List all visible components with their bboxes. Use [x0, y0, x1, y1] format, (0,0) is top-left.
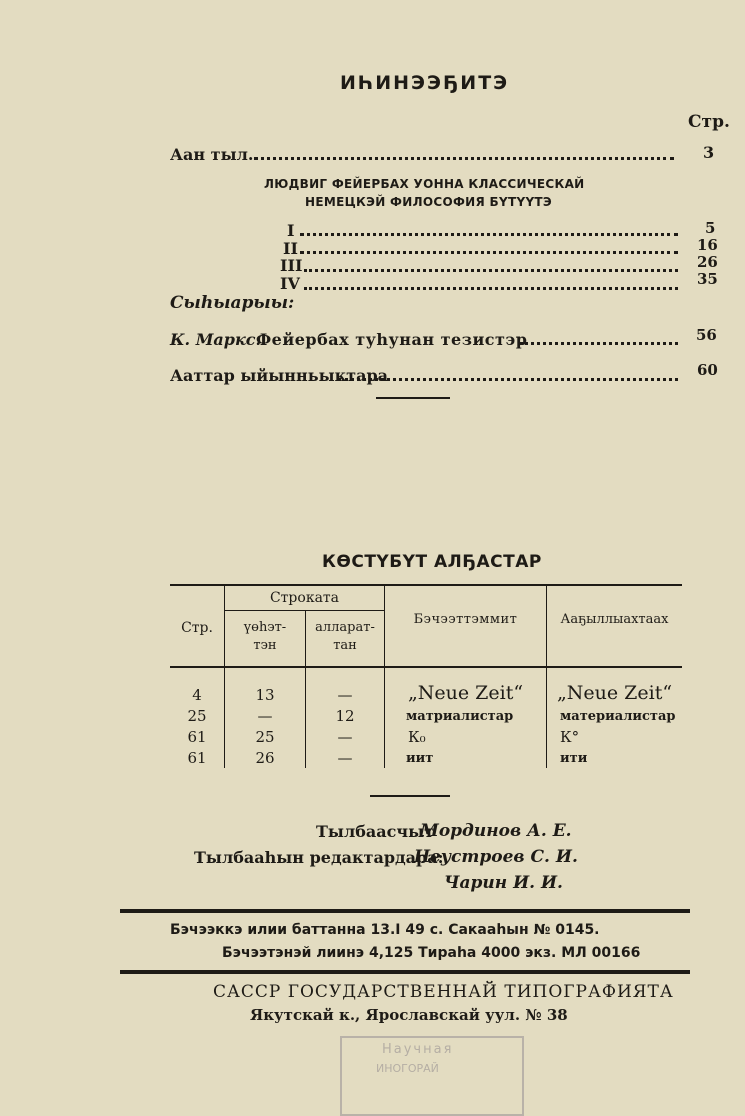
errata-row-1-page: 4: [192, 686, 202, 704]
errata-row-1-bottom: —: [337, 686, 353, 704]
errata-row-3-page: 61: [187, 728, 207, 746]
toc-chapter-3-page: 26: [697, 253, 718, 271]
printer-name: САССР ГОСУДАРСТВЕННАЙ ТИПОГРАФИЯТА: [213, 982, 674, 1002]
errata-header-from-bottom-2: тан: [333, 638, 357, 653]
toc-leader-dots: [254, 157, 674, 160]
imprint-top-rule: [120, 909, 690, 913]
editor-1-name: Неустроев С. И.: [414, 847, 578, 867]
toc-chapter-1-page: 5: [705, 219, 716, 237]
toc-leader-dots: [304, 287, 678, 290]
toc-notes-label: Ааттар ыйынньыктара: [170, 366, 389, 385]
errata-row-4-top: 26: [255, 749, 275, 767]
errata-row-4-printed: иит: [406, 751, 434, 766]
imprint-line-1: Бэчээккэ илии баттанна 13.I 49 с. Сакааһын № 0145.: [170, 922, 600, 938]
errata-row-2-correct: материалистар: [560, 709, 676, 724]
editor-2-name: Чарин И. И.: [444, 873, 563, 893]
toc-chapter-4-label: IV: [280, 274, 300, 293]
errata-header-from-top-2: тэн: [253, 638, 277, 653]
errata-row-1-printed: „Neue Zeit“: [407, 682, 524, 704]
library-stamp: [340, 1036, 524, 1116]
errata-row-4-bottom: —: [337, 749, 353, 767]
toc-chapter-2-page: 16: [697, 236, 718, 254]
toc-leader-dots: [300, 233, 678, 236]
errata-header-page: Стр.: [181, 620, 213, 636]
errata-row-2-page: 25: [187, 707, 207, 725]
errata-row-4-correct: ити: [560, 751, 588, 766]
errata-row-2-printed: матриалистар: [406, 709, 514, 724]
toc-leader-dots: [300, 251, 678, 254]
errata-row-4-page: 61: [187, 749, 207, 767]
errata-row-2-bottom: 12: [335, 707, 355, 725]
errata-header-from-top-1: үөһэт-: [243, 620, 287, 635]
toc-chapter-2-label: II: [283, 239, 298, 258]
errata-header-rule: [170, 666, 682, 668]
toc-section-heading-line1: ЛЮДВИГ ФЕЙЕРБАХ УОННА КЛАССИЧЕСКАЙ: [264, 177, 585, 191]
editors-label: Тылбааһын редактардара:: [194, 848, 444, 867]
errata-title: КӨСТҮБҮТ АЛҔАСТАР: [322, 552, 542, 572]
errata-header-from-bottom-1: алларат-: [315, 620, 375, 635]
toc-marx-title: Фейербах туһунан тезистэр: [256, 330, 528, 349]
toc-chapter-3-label: III: [280, 256, 303, 275]
toc-marx-page: 56: [696, 326, 717, 344]
toc-page-column-label: Стр.: [688, 112, 730, 132]
errata-row-3-top: 25: [255, 728, 275, 746]
errata-row-2-top: —: [257, 707, 273, 725]
errata-header-correct: Ааҕыллыахтаах: [560, 612, 669, 627]
errata-row-3-correct: К°: [560, 728, 580, 746]
errata-row-3-printed: К₀: [408, 728, 426, 746]
printer-address: Якутскай к., Ярославскай уул. № 38: [250, 1006, 568, 1024]
toc-section-heading-line2: НЕМЕЦКЭЙ ФИЛОСОФИЯ БҮТҮҮТЭ: [305, 195, 553, 209]
errata-header-lines: Строката: [269, 590, 340, 606]
translator-name: Мординов А. Е.: [420, 821, 572, 841]
toc-appendix-heading: Сыһыарыы:: [170, 293, 295, 313]
imprint-line-2: Бэчээтэнэй лиинэ 4,125 Тираһа 4000 экз. МЛ 00166: [222, 945, 641, 961]
toc-end-rule: [376, 397, 450, 399]
toc-notes-page: 60: [697, 361, 718, 379]
toc-leader-dots: [338, 378, 678, 381]
stamp-word-1: Научная: [382, 1042, 454, 1057]
toc-preface-page: 3: [703, 143, 715, 162]
toc-preface-label: Аан тыл.: [170, 145, 254, 164]
toc-marx-author: К. Маркс.: [170, 330, 262, 349]
toc-title: ИҺИНЭЭҔИТЭ: [340, 72, 510, 94]
toc-leader-dots: [520, 342, 678, 345]
imprint-bottom-rule: [120, 970, 690, 974]
stamp-word-2: ИНОГОРАЙ: [376, 1062, 439, 1075]
errata-row-1-top: 13: [255, 686, 275, 704]
errata-row-1-correct: „Neue Zeit“: [556, 682, 673, 704]
errata-top-rule: [170, 584, 682, 586]
translator-label: Тылбаасчыт: [316, 822, 435, 841]
toc-chapter-1-label: I: [287, 221, 295, 240]
toc-leader-dots: [304, 269, 678, 272]
errata-row-3-bottom: —: [337, 728, 353, 746]
toc-chapter-4-page: 35: [697, 270, 718, 288]
errata-header-printed: Бэчээттэммит: [413, 612, 518, 627]
errata-end-rule: [370, 795, 450, 797]
